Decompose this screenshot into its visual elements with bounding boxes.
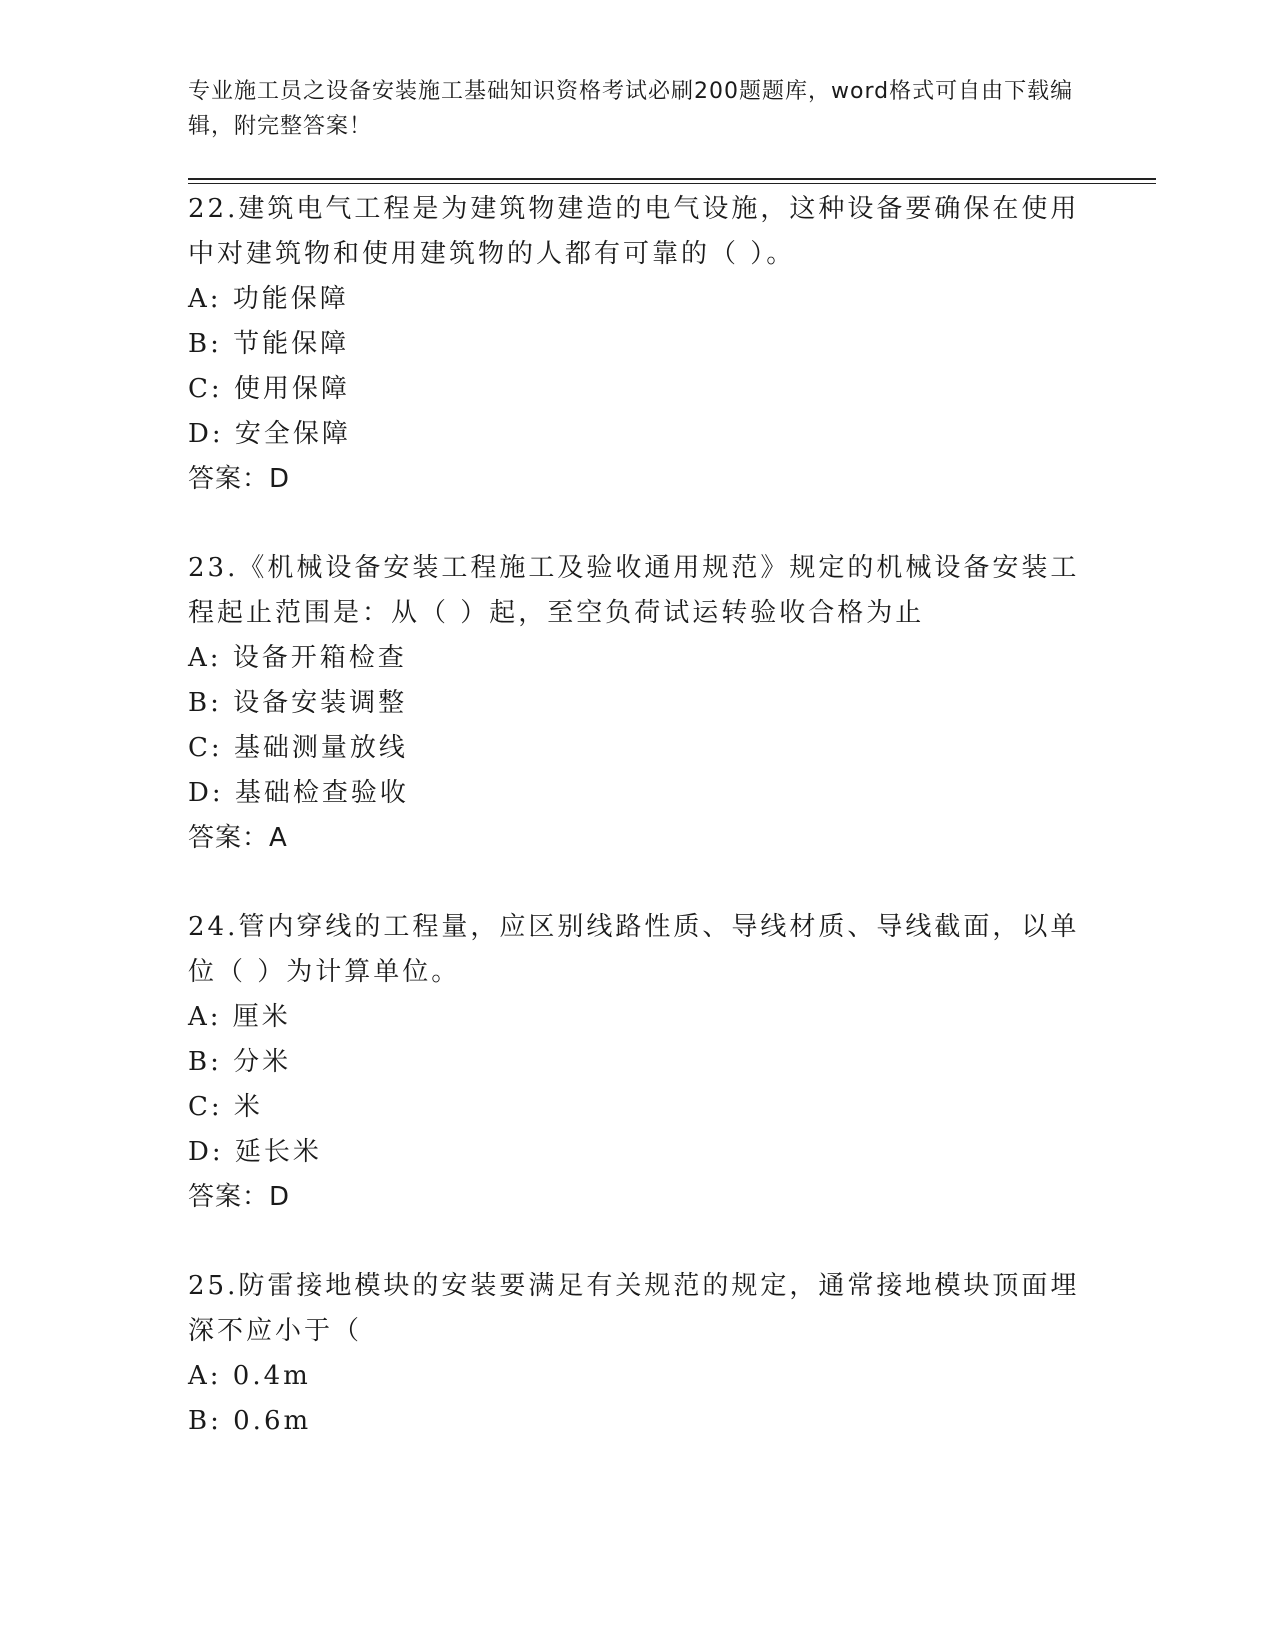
header-divider-thin bbox=[188, 183, 1156, 184]
question-24 bbox=[188, 905, 1088, 1220]
header-divider-thick bbox=[188, 178, 1156, 180]
option-b: B: 分米 bbox=[188, 1047, 292, 1077]
option-c: C: 米 bbox=[188, 1092, 263, 1122]
option-c: C: 基础测量放线 bbox=[188, 733, 408, 763]
option-d: D: 基础检查验收 bbox=[188, 778, 409, 808]
option-b: B: 节能保障 bbox=[188, 329, 350, 359]
option-a: A: 厘米 bbox=[188, 1002, 291, 1032]
option-b: B: 设备安装调整 bbox=[188, 688, 408, 718]
question-stem: 23.《机械设备安装工程施工及验收通用规范》规定的机械设备安装工程起止范围是：从（ ）起，至空负荷试运转验收合格为止 bbox=[188, 553, 1080, 628]
document-header bbox=[188, 74, 1088, 144]
option-d: D: 延长米 bbox=[188, 1137, 322, 1167]
question-23 bbox=[188, 546, 1088, 861]
option-a: A: 0.4m bbox=[188, 1361, 311, 1391]
question-stem: 24.管内穿线的工程量，应区别线路性质、导线材质、导线截面，以单位（ ）为计算单位。 bbox=[188, 912, 1080, 987]
option-a: A: 设备开箱检查 bbox=[188, 643, 407, 673]
question-22 bbox=[188, 187, 1088, 502]
answer-line: 答案：D bbox=[188, 464, 291, 494]
option-d: D: 安全保障 bbox=[188, 419, 351, 449]
question-stem: 25.防雷接地模块的安装要满足有关规范的规定，通常接地模块顶面埋深不应小于（ bbox=[188, 1271, 1080, 1346]
option-b: B: 0.6m bbox=[188, 1406, 312, 1436]
question-25 bbox=[188, 1264, 1088, 1444]
header-text: 专业施工员之设备安装施工基础知识资格考试必刷200题题库，word格式可自由下载编辑，附完整答案！ bbox=[188, 79, 1074, 139]
option-a: A: 功能保障 bbox=[188, 284, 349, 314]
question-list bbox=[188, 187, 1088, 1488]
question-stem: 22.建筑电气工程是为建筑物建造的电气设施，这种设备要确保在使用中对建筑物和使用建筑物的人都有可靠的（ ）。 bbox=[188, 194, 1080, 269]
answer-line: 答案：A bbox=[188, 823, 288, 853]
option-c: C: 使用保障 bbox=[188, 374, 350, 404]
answer-line: 答案：D bbox=[188, 1182, 291, 1212]
